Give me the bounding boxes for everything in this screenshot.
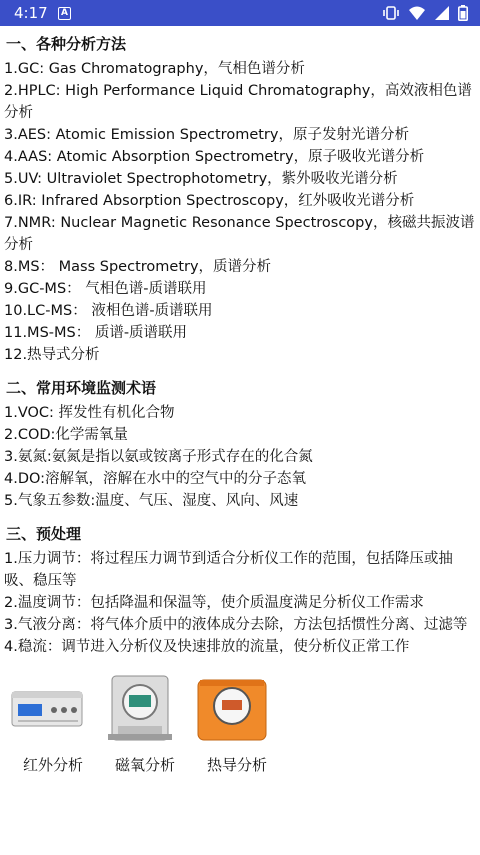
- tile-label: 红外分析: [22, 756, 83, 774]
- list-item: 8.MS： Mass Spectrometry，质谱分析: [4, 259, 272, 275]
- list-item: 9.GC-MS： 气相色谱-质谱联用: [4, 281, 207, 297]
- list-item: 4.稳流：调节进入分析仪及快速排放的流量，使分析仪正常工作: [4, 639, 410, 655]
- tile-infrared[interactable]: [8, 668, 88, 778]
- section-title: 一、各种分析方法: [6, 35, 127, 53]
- tile-magnetic-oxygen[interactable]: [100, 668, 180, 778]
- list-item: 2.COD:化学需氧量: [4, 427, 128, 443]
- content: [4, 30, 476, 658]
- status-icons: [382, 4, 468, 22]
- analyzer-tiles: [8, 668, 478, 788]
- list-item: 2.HPLC: High Performance Liquid Chromatography，高效液相色谱分析: [4, 83, 472, 121]
- section-methods: [4, 33, 476, 366]
- status-time: 4:17: [14, 4, 48, 22]
- list-item: 5.UV: Ultraviolet Spectrophotometry，紫外吸收光谱分析: [4, 171, 398, 187]
- infrared-analyzer-image: [8, 668, 88, 748]
- list-item: 1.GC: Gas Chromatography，气相色谱分析: [4, 61, 305, 77]
- notification-a-icon: A: [58, 7, 71, 20]
- list-item: 1.压力调节：将过程压力调节到适合分析仪工作的范围，包括降压或抽吸、稳压等: [4, 551, 453, 589]
- list-item: 3.氨氮:氨氮是指以氨或铵离子形式存在的化合氮: [4, 449, 313, 465]
- list-item: 12.热导式分析: [4, 347, 100, 363]
- section-title: 二、常用环境监测术语: [6, 379, 157, 397]
- battery-icon: [458, 5, 468, 21]
- list-item: 7.NMR: Nuclear Magnetic Resonance Spectroscopy，核磁共振波谱分析: [4, 215, 475, 253]
- thermal-conductivity-analyzer-image: [192, 668, 272, 748]
- list-item: 2.温度调节：包括降温和保温等，使介质温度满足分析仪工作需求: [4, 595, 424, 611]
- section-title: 三、预处理: [6, 525, 82, 543]
- tile-label: 热导分析: [206, 756, 267, 774]
- list-item: 6.IR: Infrared Absorption Spectroscopy，红外吸收光谱分析: [4, 193, 415, 209]
- list-item: 1.VOC: 挥发性有机化合物: [4, 405, 175, 421]
- section-terms: [4, 377, 476, 512]
- magnetic-oxygen-analyzer-image: [100, 668, 180, 748]
- wifi-icon: [408, 5, 426, 21]
- signal-icon: [434, 5, 450, 21]
- section-pretreatment: [4, 523, 476, 658]
- list-item: 3.气液分离：将气体介质中的液体成分去除，方法包括惯性分离、过滤等: [4, 617, 468, 633]
- list-item: 5.气象五参数:温度、气压、湿度、风向、风速: [4, 493, 299, 509]
- list-item: 10.LC-MS： 液相色谱-质谱联用: [4, 303, 213, 319]
- status-bar: [0, 0, 480, 26]
- list-item: 11.MS-MS： 质谱-质谱联用: [4, 325, 188, 341]
- list-item: 4.AAS: Atomic Absorption Spectrometry，原子吸收光谱分析: [4, 149, 425, 165]
- vibrate-icon: [382, 5, 400, 21]
- tile-thermal-conductivity[interactable]: [192, 668, 272, 778]
- list-item: 4.DO:溶解氧，溶解在水中的空气中的分子态氧: [4, 471, 307, 487]
- list-item: 3.AES: Atomic Emission Spectrometry，原子发射光谱分析: [4, 127, 409, 143]
- tile-label: 磁氧分析: [114, 756, 175, 774]
